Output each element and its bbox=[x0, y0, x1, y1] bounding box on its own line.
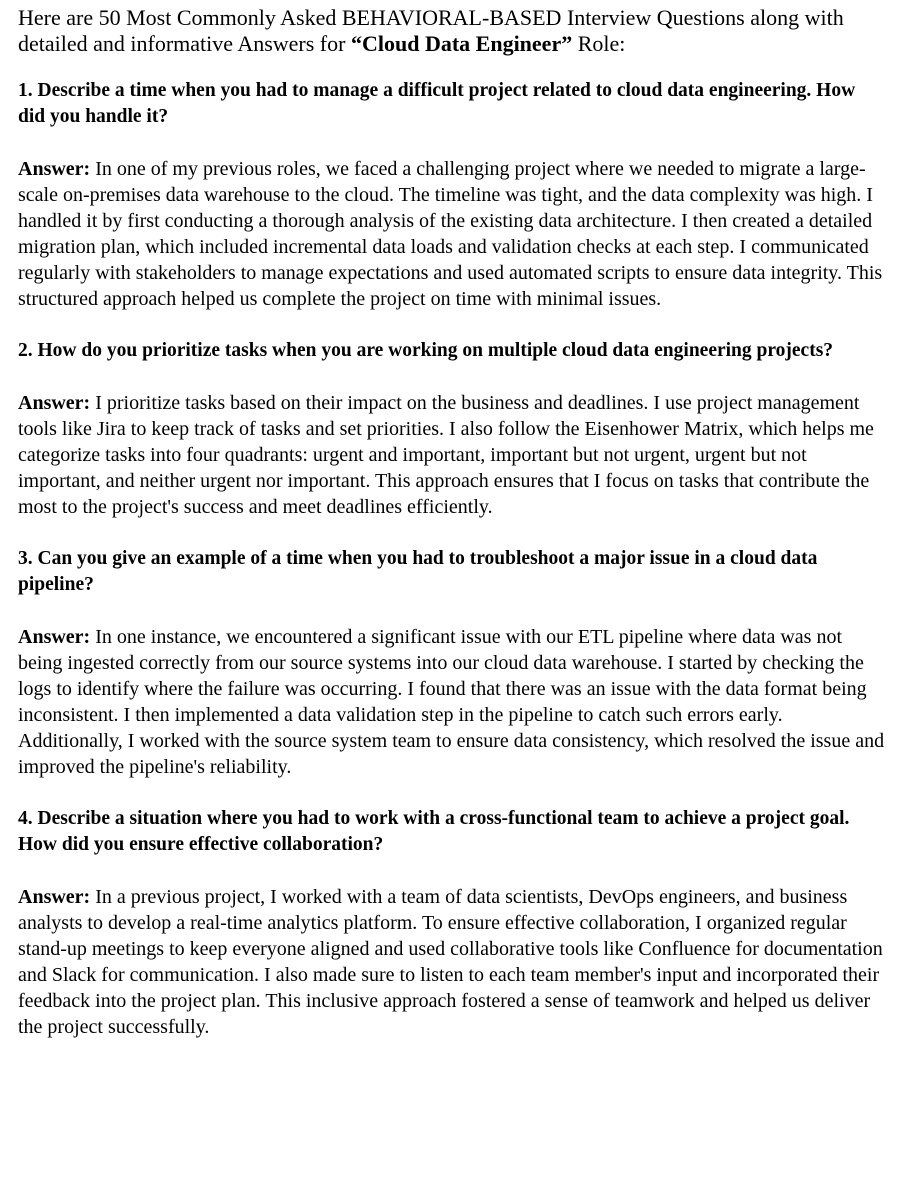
answer-text: In one instance, we encountered a significant issue with our ETL pipeline where data was not being ingested correctly from our source systems into our cloud data warehouse. I started by checking the logs to identify where the failure was occurring. I found that there was an issue with the data format being inconsistent. I then implemented a data validation step in the pipeline to catch such errors early. Additionally, I worked with the source system team to ensure data consistency, which resolved the issue and improved the pipeline's reliability. bbox=[18, 626, 885, 778]
intro-suffix: Role: bbox=[572, 31, 626, 56]
answer-label: Answer: bbox=[18, 886, 91, 908]
answer-text: In a previous project, I worked with a team of data scientists, DevOps engineers, and business analysts to develop a real-time analytics platform. To ensure effective collaboration, I organized regular stand-up meetings to keep everyone aligned and used collaborative tools like Confluence for documentation and Slack for communication. I also made sure to listen to each team member's input and incorporated their feedback into the project plan. This inclusive approach fostered a sense of teamwork and helped us deliver the project successfully. bbox=[18, 886, 883, 1038]
answer bbox=[18, 156, 886, 312]
answer bbox=[18, 624, 886, 780]
answer-label: Answer: bbox=[18, 392, 91, 414]
answer bbox=[18, 390, 886, 520]
qa-item-3 bbox=[18, 546, 886, 780]
qa-item-4 bbox=[18, 806, 886, 1040]
qa-item-2 bbox=[18, 338, 886, 520]
answer-label: Answer: bbox=[18, 626, 91, 648]
answer-label: Answer: bbox=[18, 158, 91, 180]
role-name: “Cloud Data Engineer” bbox=[350, 31, 573, 56]
answer-text: In one of my previous roles, we faced a challenging project where we needed to migrate a large-scale on-premises data warehouse to the cloud. The timeline was tight, and the data complexity was high. I handled it by first conducting a thorough analysis of the existing data architecture. I then created a detailed migration plan, which included incremental data loads and validation checks at each step. I communicated regularly with stakeholders to manage expectations and used automated scripts to ensure data integrity. This structured approach helped us complete the project on time with minimal issues. bbox=[18, 158, 883, 310]
intro-prefix: Here are 50 Most Commonly Asked BEHAVIORAL-BASED Interview Questions along with detailed and informative Answers for bbox=[18, 5, 844, 56]
question: 3. Can you give an example of a time when you had to troubleshoot a major issue in a cloud data pipeline? bbox=[18, 548, 818, 595]
intro-heading bbox=[18, 5, 886, 57]
answer-text: I prioritize tasks based on their impact on the business and deadlines. I use project management tools like Jira to keep track of tasks and set priorities. I also follow the Eisenhower Matrix, which helps me categorize tasks into four quadrants: urgent and important, important but not urgent, urgent but not important, and neither urgent nor important. This approach ensures that I focus on tasks that contribute the most to the project's success and meet deadlines efficiently. bbox=[18, 392, 874, 518]
answer bbox=[18, 884, 886, 1040]
question: 2. How do you prioritize tasks when you are working on multiple cloud data engineering projects? bbox=[18, 340, 834, 361]
question: 1. Describe a time when you had to manage a difficult project related to cloud data engineering. How did you handle it? bbox=[18, 80, 856, 127]
question: 4. Describe a situation where you had to work with a cross-functional team to achieve a project goal. How did you ensure effective collaboration? bbox=[18, 808, 850, 855]
qa-item-1 bbox=[18, 78, 886, 312]
